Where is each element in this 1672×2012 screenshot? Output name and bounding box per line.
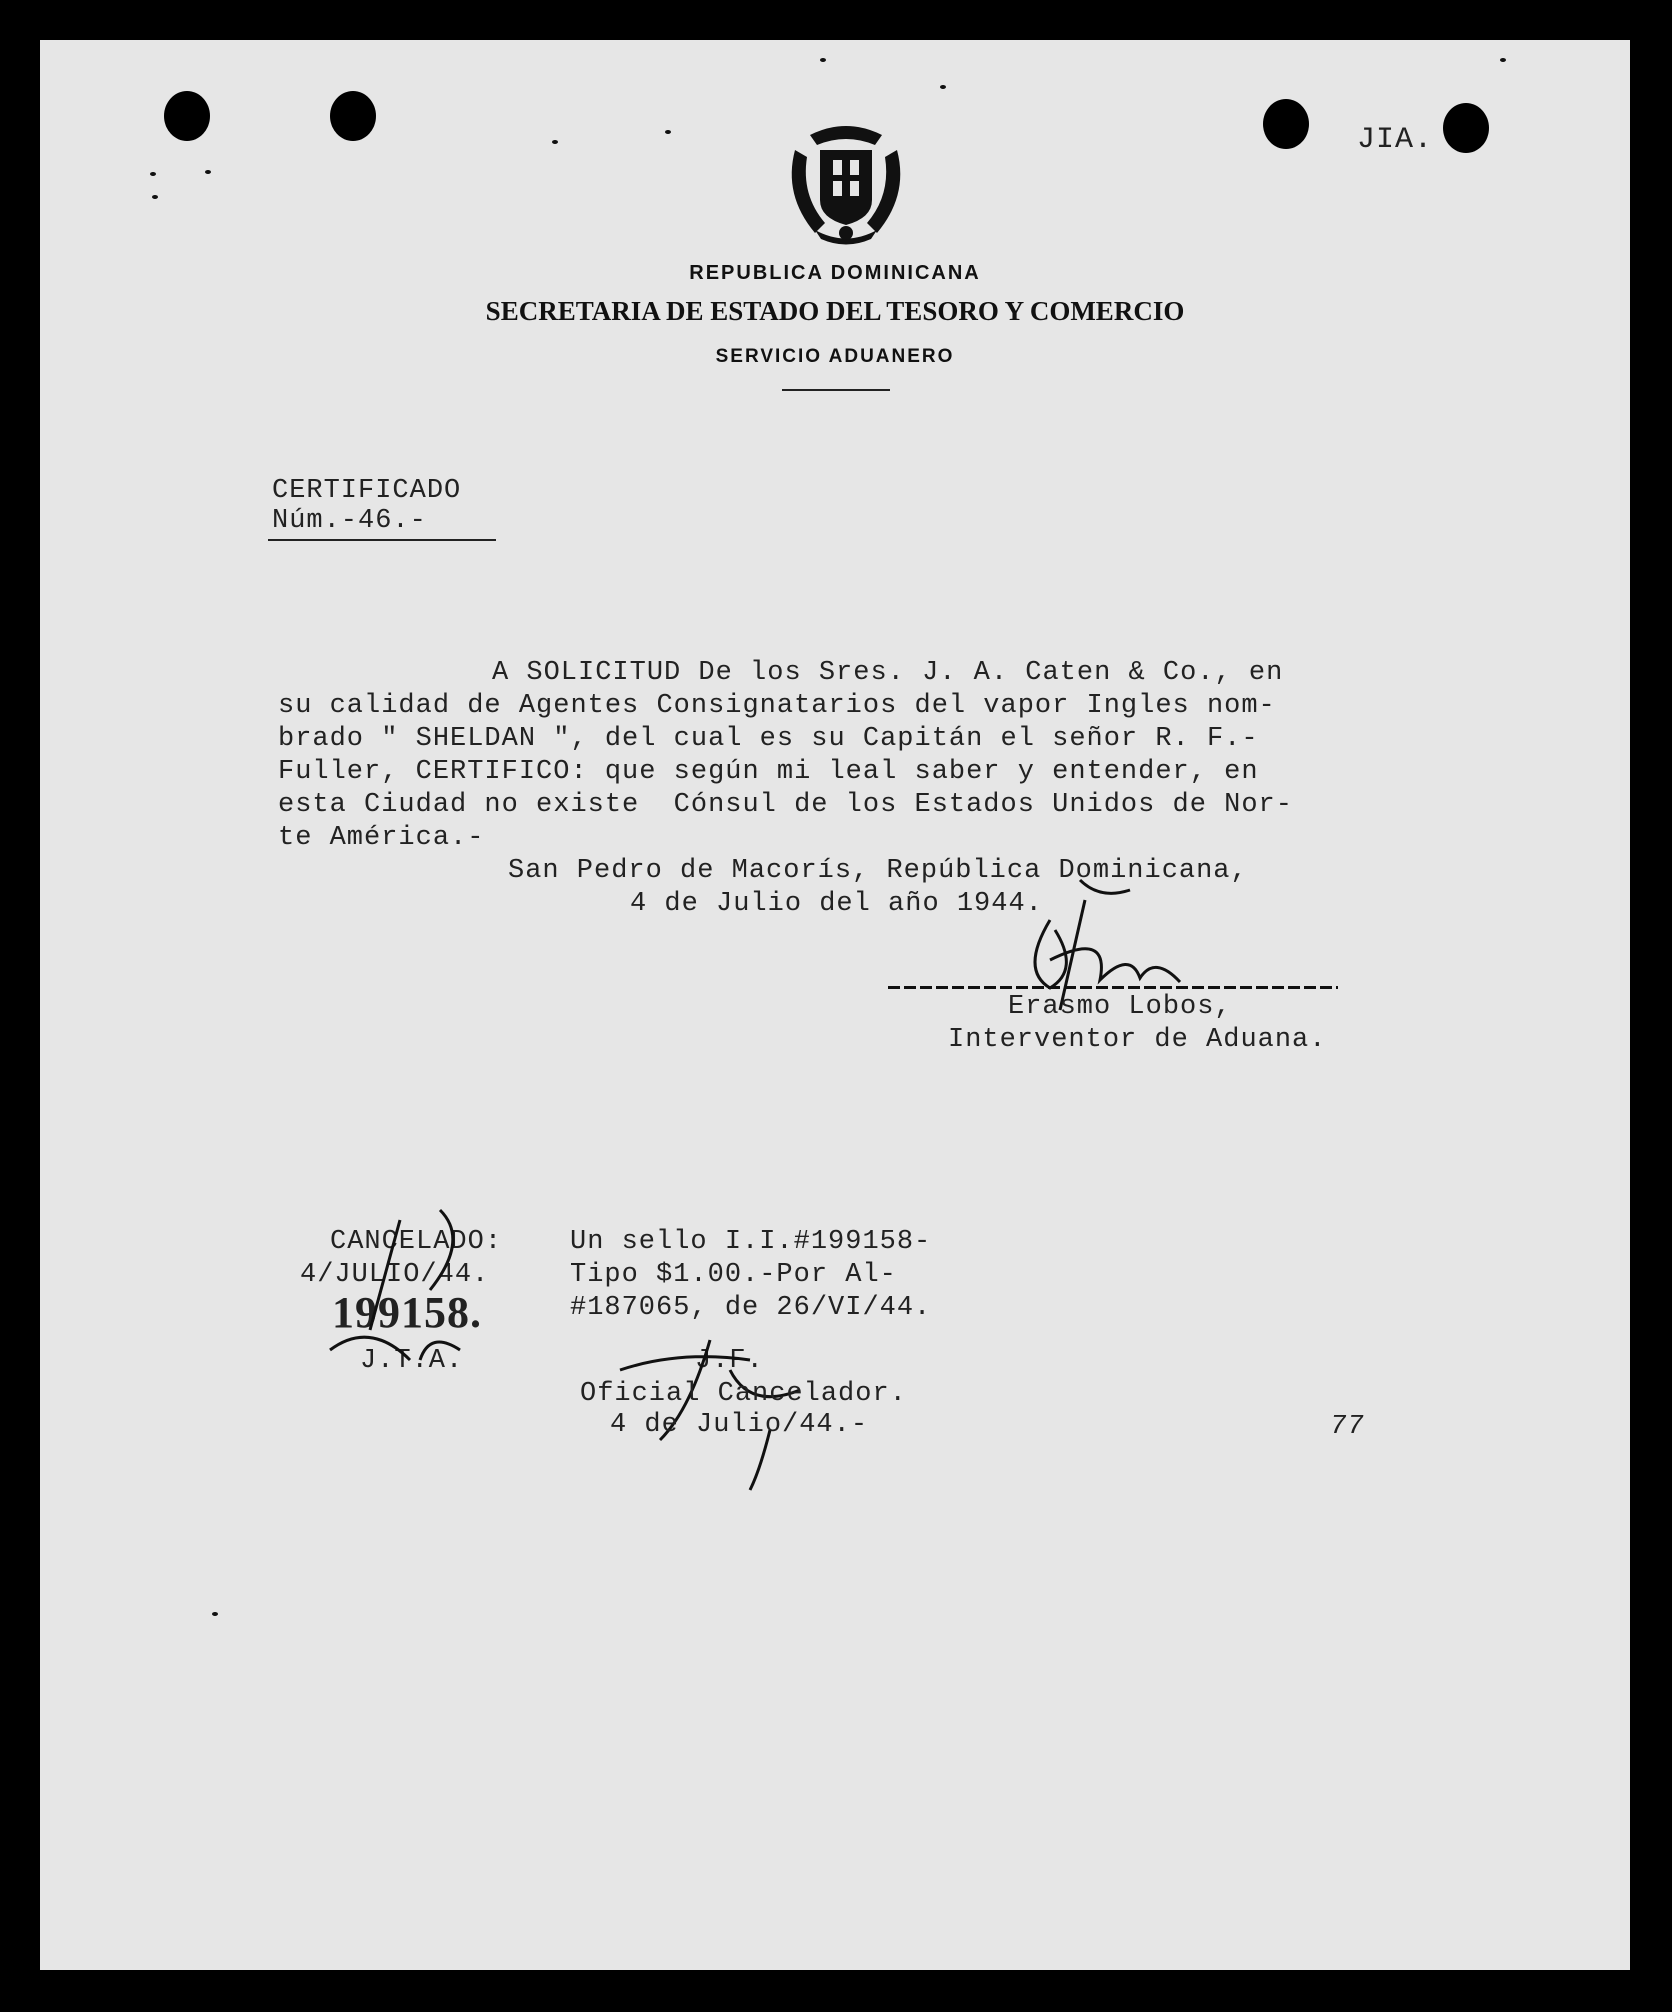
speck — [152, 195, 158, 199]
speck — [552, 140, 558, 144]
binder-hole — [330, 91, 376, 141]
letterhead-country: REPUBLICA DOMINICANA — [689, 262, 981, 284]
page-number: 77 — [1330, 1412, 1365, 1442]
officer-initials: J.F. — [695, 1346, 764, 1376]
speck — [205, 170, 211, 174]
coat-of-arms-icon — [775, 115, 917, 250]
officer-date: 4 de Julio/44.- — [610, 1410, 869, 1440]
body-line: Fuller, CERTIFICO: que según mi leal saber y entender, en — [278, 757, 1259, 787]
cancellation-scribble — [310, 1200, 510, 1400]
letterhead-ministry: SECRETARIA DE ESTADO DEL TESORO Y COMERCIO — [485, 296, 1185, 326]
officer-title: Oficial Cancelador. — [580, 1379, 907, 1409]
cancel-label: CANCELADO: — [330, 1227, 503, 1257]
signatory-title: Interventor de Aduana. — [948, 1025, 1327, 1055]
speck — [820, 58, 826, 62]
signature-line — [888, 986, 1338, 989]
certificate-title: CERTIFICADO — [272, 476, 462, 506]
document-page — [40, 40, 1630, 1970]
speck — [212, 1612, 218, 1616]
cancel-detail-line: #187065, de 26/VI/44. — [570, 1293, 932, 1323]
binder-hole — [1443, 103, 1489, 153]
body-line: esta Ciudad no existe Cónsul de los Estados Unidos de Nor- — [278, 790, 1293, 820]
cancel-date: 4/JULIO/44. — [300, 1260, 490, 1290]
cancel-detail-line: Un sello I.I.#199158- — [570, 1227, 932, 1257]
speck — [1500, 58, 1506, 62]
place-line: San Pedro de Macorís, República Dominicana, — [508, 856, 1248, 886]
certificate-underline — [268, 539, 496, 541]
body-line: brado " SHELDAN ", del cual es su Capitán el señor R. F.- — [278, 724, 1259, 754]
cancel-detail-line: Tipo $1.00.-Por Al- — [570, 1260, 897, 1290]
certificate-number: Núm.-46.- — [272, 506, 427, 536]
binder-hole — [1263, 99, 1309, 149]
letterhead-service: SERVICIO ADUANERO — [715, 346, 955, 367]
corner-mark: JIA. — [1357, 123, 1434, 157]
body-line: A SOLICITUD De los Sres. J. A. Caten & Co., en — [492, 658, 1284, 688]
stamp-initials: J.T.A. — [360, 1346, 464, 1376]
binder-hole — [164, 91, 210, 141]
speck — [940, 85, 946, 89]
letterhead-rule — [782, 389, 890, 391]
speck — [150, 172, 156, 176]
body-line: te América.- — [278, 823, 485, 853]
stamp-number: 199158. — [332, 1288, 482, 1337]
speck — [665, 130, 671, 134]
body-line: su calidad de Agentes Consignatarios del vapor Ingles nom- — [278, 691, 1276, 721]
date-line: 4 de Julio del año 1944. — [630, 889, 1043, 919]
signatory-name: Erasmo Lobos, — [1008, 992, 1232, 1022]
